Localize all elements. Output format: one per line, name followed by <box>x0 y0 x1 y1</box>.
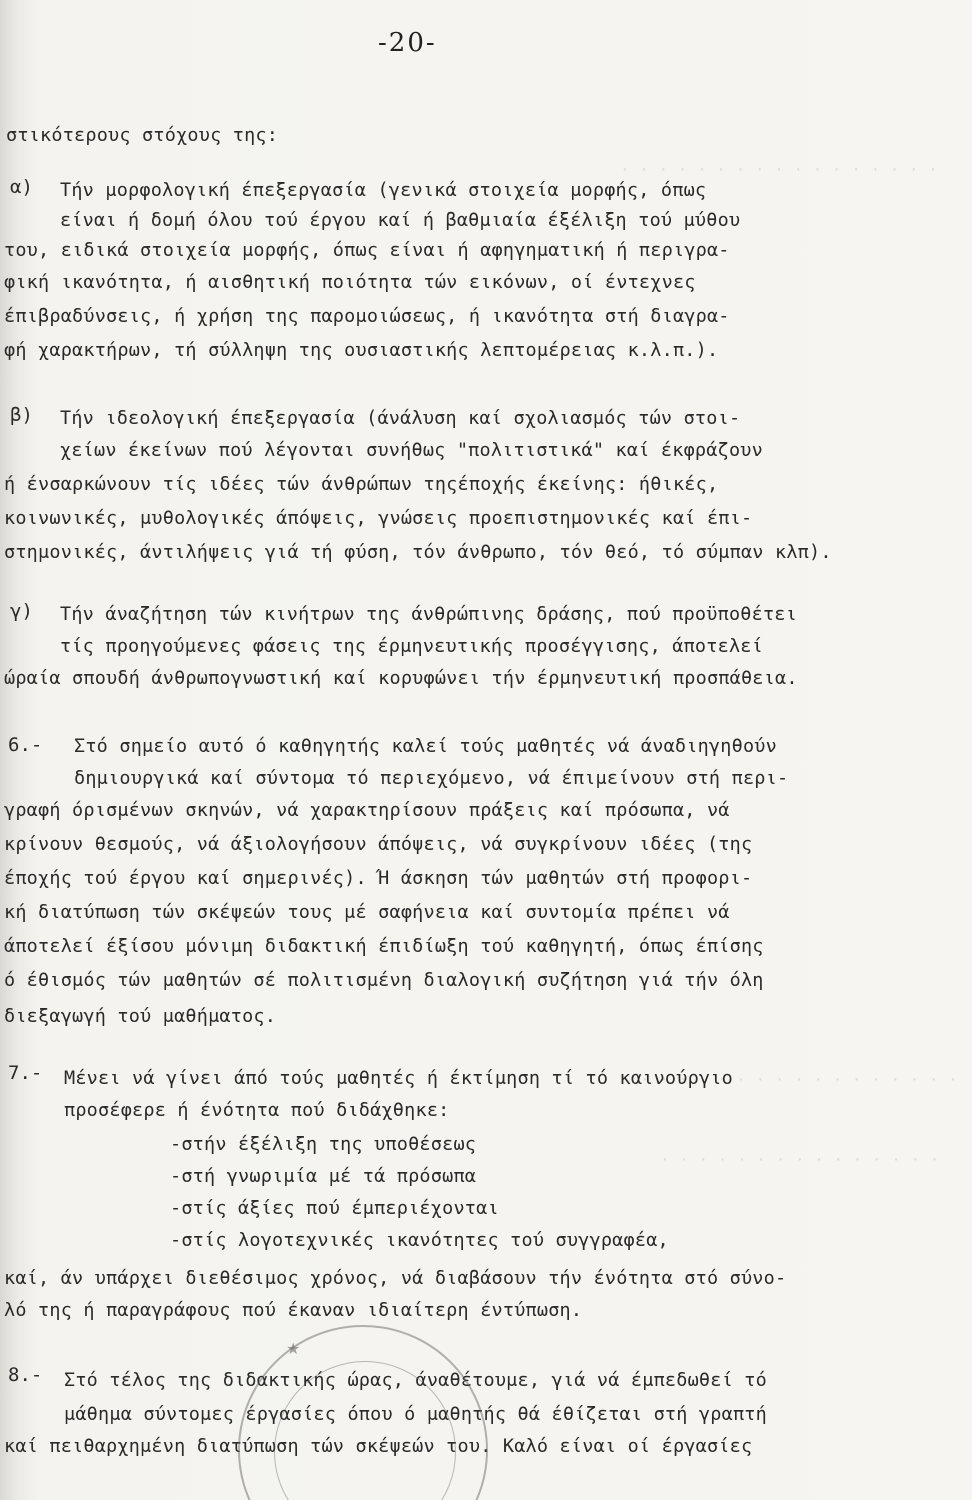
page-number: -20- <box>378 28 437 58</box>
text-line: τίς προηγούμενες φάσεις της έρμηνευτικής προσέγγισης, άποτελεί <box>60 636 763 657</box>
text-line: Τήν ιδεολογική έπεξεργασία (άνάλυση καί σχολιασμός τών στοι- <box>60 408 741 429</box>
bleed-through-text: · · · · · · · · · · · · · · · · · <box>640 1070 958 1089</box>
text-line: προσέφερε ή ένότητα πού διδάχθηκε: <box>64 1100 450 1121</box>
item-marker-b: β) <box>10 404 33 426</box>
text-line: Τήν άναζήτηση τών κινήτρων της άνθρώπινης δράσης, πού προϋποθέτει <box>60 604 797 625</box>
text-line: -στή γνωριμία μέ τά πρόσωπα <box>170 1166 477 1187</box>
bleed-through-text: · · · · · · · · · · · · · · · · · <box>620 160 938 179</box>
text-line: Τήν μορφολογική έπεξεργασία (γενικά στοιχεία μορφής, όπως <box>60 180 707 201</box>
text-line: -στίς άξίες πού έμπεριέχονται <box>170 1198 499 1219</box>
text-line: διεξαγωγή τού μαθήματος. <box>4 1006 277 1027</box>
stamp-star-icon: ★ <box>286 1339 301 1358</box>
text-line: στημονικές, άντιλήψεις γιά τή φύση, τόν άνθρωπο, τόν θεό, τό σύμπαν κλπ). <box>4 542 832 563</box>
item-marker-a: α) <box>10 176 33 198</box>
text-line: γραφή όρισμένων σκηνών, νά χαρακτηρίσουν πράξεις καί πρόσωπα, νά <box>4 800 730 821</box>
text-line: είναι ή δομή όλου τού έργου καί ή βαθμιαία έξέλιξη τού μύθου <box>60 210 741 231</box>
archive-stamp-inner-ring <box>274 1361 456 1500</box>
text-line: κή διατύπωση τών σκέψεών τους μέ σαφήνεια καί συντομία πρέπει νά <box>4 902 730 923</box>
text-line: -στίς λογοτεχνικές ικανότητες τού συγγραφέα, <box>170 1230 669 1251</box>
text-line: άποτελεί έξίσου μόνιμη διδακτική έπιδίωξη τού καθηγητή, όπως έπίσης <box>4 936 764 957</box>
text-line: έπιβραδύνσεις, ή χρήση της παρομοιώσεως, ή ικανότητα στή διαγρα- <box>4 306 730 327</box>
text-line: ή ένσαρκώνουν τίς ιδέες τών άνθρώπων τηςέποχής έκείνης: ήθικές, <box>4 474 719 495</box>
item-marker-c: γ) <box>10 600 33 622</box>
text-line: Στό τέλος της διδακτικής ώρας, άναθέτουμε, γιά νά έμπεδωθεί τό <box>64 1370 767 1391</box>
text-line: του, ειδικά στοιχεία μορφής, όπως είναι ή αφηγηματική ή περιγρα- <box>4 240 730 261</box>
bleed-through-text: · · · · · · · · · · · · · · · <box>660 1150 940 1169</box>
text-line: καί, άν υπάρχει διεθέσιμος χρόνος, νά διαβάσουν τήν ένότητα στό σύνο- <box>4 1268 787 1289</box>
text-line: Στό σημείο αυτό ό καθηγητής καλεί τούς μαθητές νά άναδιηγηθούν <box>74 736 777 757</box>
text-line: καί πειθαρχημένη διατύπωση τών σκέψεών του. Καλό είναι οί έργασίες <box>4 1436 753 1457</box>
text-line: Μένει νά γίνει άπό τούς μαθητές ή έκτίμηση τί τό καινούργιο <box>64 1068 733 1089</box>
text-line: δημιουργικά καί σύντομα τό περιεχόμενο, νά έπιμείνουν στή περι- <box>74 768 789 789</box>
text-line: φή χαρακτήρων, τή σύλληψη της ουσιαστικής λεπτομέρειας κ.λ.π.). <box>4 340 719 361</box>
text-line: ώραία σπουδή άνθρωπογνωστική καί κορυφώνει τήν έρμηνευτική προσπάθεια. <box>4 668 798 689</box>
text-line: -στήν έξέλιξη της υποθέσεως <box>170 1134 477 1155</box>
item-marker-7: 7.- <box>8 1062 43 1084</box>
text-line: κρίνουν θεσμούς, νά άξιολογήσουν άπόψεις, νά συγκρίνουν ιδέες (της <box>4 834 753 855</box>
item-marker-6: 6.- <box>8 734 43 756</box>
text-line: φική ικανότητα, ή αισθητική ποιότητα τών εικόνων, οί έντεχνες <box>4 272 696 293</box>
text-line: ό έθισμός τών μαθητών σέ πολιτισμένη διαλογική συζήτηση γιά τήν όλη <box>4 970 764 991</box>
text-line: μάθημα σύντομες έργασίες όπου ό μαθητής θά έθίζεται στή γραπτή <box>64 1404 767 1425</box>
text-line: στικότερους στόχους της: <box>6 125 279 146</box>
text-line: λό της ή παραγράφους πού έκαναν ιδιαίτερη έντύπωση. <box>4 1300 583 1321</box>
archive-stamp <box>238 1325 488 1500</box>
text-line: κοινωνικές, μυθολογικές άπόψεις, γνώσεις προεπιστημονικές καί έπι- <box>4 508 753 529</box>
text-line: έποχής τού έργου καί σημερινές). Ή άσκηση τών μαθητών στή προφορι- <box>4 868 753 889</box>
item-marker-8: 8.- <box>8 1364 43 1386</box>
text-line: χείων έκείνων πού λέγονται συνήθως "πολιτιστικά" καί έκφράζουν <box>60 440 763 461</box>
